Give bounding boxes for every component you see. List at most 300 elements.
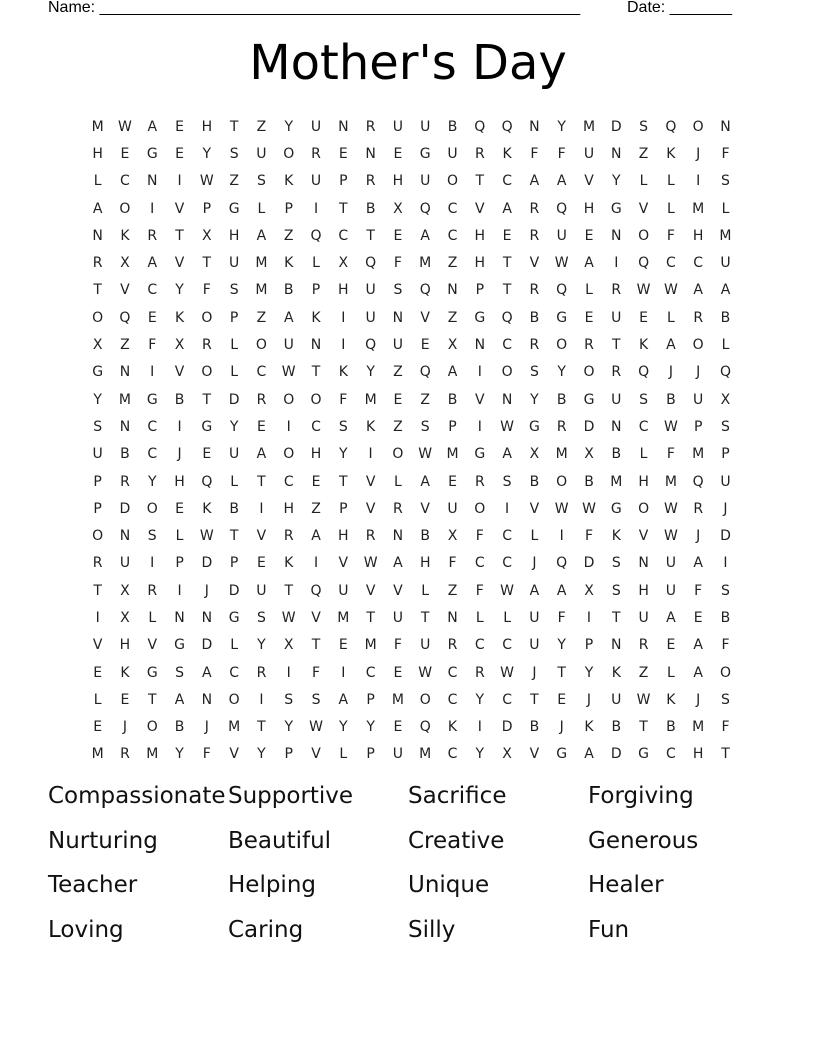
grid-letter: N <box>392 528 404 545</box>
grid-letter: A <box>502 446 512 463</box>
grid-letter: V <box>174 200 185 217</box>
grid-letter: T <box>339 473 348 490</box>
grid-letter: C <box>365 664 376 681</box>
grid-letter: M <box>118 391 131 408</box>
grid-letter: E <box>120 145 130 162</box>
grid-letter: A <box>584 746 594 763</box>
grid-letter: B <box>447 391 458 408</box>
grid-letter: O <box>556 337 568 354</box>
grid-letter: S <box>721 691 730 708</box>
grid-letter: R <box>447 637 458 654</box>
grid-letter: O <box>419 691 431 708</box>
word-list <box>48 778 768 956</box>
grid-letter: B <box>420 528 431 545</box>
grid-letter: K <box>284 173 294 190</box>
grid-letter: H <box>692 227 704 244</box>
grid-letter: O <box>146 500 158 517</box>
grid-letter: W <box>663 418 678 435</box>
grid-letter: N <box>119 418 131 435</box>
grid-letter: W <box>281 609 296 626</box>
grid-letter: V <box>311 609 321 626</box>
grid-letter: T <box>311 637 321 654</box>
grid-letter: Z <box>256 309 267 326</box>
grid-letter: T <box>612 609 621 626</box>
grid-letter: C <box>147 446 158 463</box>
grid-letter: V <box>92 637 103 654</box>
word-list-item: Sacrifice <box>408 783 507 809</box>
grid-letter: L <box>503 609 511 626</box>
grid-letter: K <box>366 418 376 435</box>
grid-letter: O <box>583 364 595 381</box>
grid-letter: X <box>92 337 103 354</box>
grid-letter: H <box>583 200 595 217</box>
grid-letter: K <box>447 719 458 736</box>
grid-letter: A <box>693 282 703 299</box>
grid-letter: V <box>256 528 267 545</box>
grid-letter: L <box>230 337 239 354</box>
grid-letter: V <box>365 473 376 490</box>
grid-letter: R <box>365 173 376 190</box>
grid-letter: C <box>638 418 649 435</box>
grid-letter: R <box>693 309 704 326</box>
grid-letter: K <box>666 145 676 162</box>
grid-letter: T <box>721 746 730 763</box>
grid-letter: F <box>721 719 730 736</box>
grid-letter: Z <box>311 500 321 517</box>
grid-letter: B <box>666 391 676 408</box>
grid-letter: E <box>584 227 594 244</box>
grid-letter: X <box>447 528 458 545</box>
grid-letter: S <box>502 473 512 490</box>
grid-letter: K <box>311 309 321 326</box>
grid-letter: N <box>611 418 622 435</box>
grid-letter: M <box>364 637 377 654</box>
grid-letter: U <box>310 173 322 190</box>
word-list-item: Creative <box>408 827 505 854</box>
grid-letter: V <box>420 309 430 326</box>
grid-letter: O <box>310 391 322 408</box>
grid-letter: O <box>501 364 513 381</box>
grid-letter: M <box>146 746 159 763</box>
grid-letter: H <box>174 473 185 490</box>
grid-letter: U <box>447 145 458 162</box>
grid-letter: Z <box>229 173 239 190</box>
grid-letter: H <box>638 473 649 490</box>
grid-letter: X <box>174 337 185 354</box>
grid-letter: X <box>393 200 403 217</box>
grid-letter: U <box>229 255 240 272</box>
grid-letter: H <box>201 118 213 135</box>
grid-letter: A <box>393 555 403 572</box>
grid-letter: N <box>447 282 458 299</box>
grid-letter: B <box>229 500 239 517</box>
grid-letter: U <box>720 255 731 272</box>
grid-letter: X <box>447 337 458 354</box>
grid-letter: T <box>420 609 430 626</box>
grid-letter: G <box>610 200 622 217</box>
grid-letter: C <box>474 555 485 572</box>
grid-letter: O <box>119 200 131 217</box>
grid-letter: Z <box>393 418 403 435</box>
grid-letter: H <box>338 282 349 299</box>
grid-letter: C <box>474 637 485 654</box>
grid-letter: A <box>556 173 567 190</box>
grid-letter: D <box>583 418 595 435</box>
grid-letter: Z <box>283 227 294 244</box>
grid-letter: Z <box>447 582 458 599</box>
grid-letter: U <box>665 582 676 599</box>
grid-letter: J <box>177 446 182 463</box>
grid-letter: W <box>500 418 515 435</box>
grid-letter: T <box>93 282 102 299</box>
grid-letter: G <box>583 391 595 408</box>
grid-letter: L <box>394 473 402 490</box>
grid-letter: T <box>612 337 621 354</box>
grid-letter: G <box>528 418 540 435</box>
grid-letter: Z <box>256 118 267 135</box>
grid-letter: L <box>666 200 675 217</box>
grid-letter: I <box>559 528 564 545</box>
grid-letter: O <box>283 391 295 408</box>
grid-letter: W <box>281 364 296 381</box>
grid-letter: L <box>666 664 675 681</box>
word-list-item: Forgiving <box>588 783 694 809</box>
grid-letter: U <box>392 337 404 354</box>
grid-letter: T <box>339 200 348 217</box>
grid-letter: W <box>554 255 569 272</box>
grid-letter: G <box>610 500 622 517</box>
grid-letter: W <box>199 173 214 190</box>
grid-letter: S <box>147 528 157 545</box>
grid-letter: J <box>586 691 592 708</box>
grid-letter: I <box>696 173 701 190</box>
grid-letter: F <box>393 637 402 654</box>
grid-letter: R <box>584 337 594 354</box>
grid-letter: A <box>174 691 185 708</box>
grid-letter: F <box>311 664 321 681</box>
grid-letter: L <box>93 691 102 708</box>
grid-letter: J <box>696 145 701 162</box>
grid-letter: O <box>719 664 731 681</box>
grid-letter: C <box>447 746 458 763</box>
grid-letter: A <box>529 173 540 190</box>
grid-letter: V <box>420 500 430 517</box>
grid-letter: V <box>475 391 485 408</box>
grid-letter: G <box>146 391 158 408</box>
grid-letter: G <box>638 746 650 763</box>
grid-letter: E <box>420 337 430 354</box>
grid-letter: P <box>175 555 184 572</box>
grid-letter: L <box>175 528 184 545</box>
grid-letter: J <box>696 528 701 545</box>
grid-letter: O <box>474 500 486 517</box>
grid-letter: N <box>365 145 376 162</box>
word-list-item: Compassionate <box>48 783 226 809</box>
grid-letter: E <box>393 227 403 244</box>
grid-letter: R <box>92 255 103 272</box>
grid-letter: E <box>202 446 212 463</box>
grid-letter: D <box>610 118 622 135</box>
grid-letter: O <box>638 500 650 517</box>
grid-letter: I <box>259 691 264 708</box>
grid-letter: A <box>420 473 430 490</box>
grid-letter: A <box>447 364 458 381</box>
grid-letter: C <box>502 337 512 354</box>
grid-letter: J <box>204 719 209 736</box>
grid-letter: P <box>229 555 239 572</box>
grid-letter: Y <box>366 364 375 381</box>
grid-letter: N <box>201 691 213 708</box>
grid-letter: Y <box>475 691 485 708</box>
grid-letter: R <box>611 364 622 381</box>
grid-letter: T <box>202 391 212 408</box>
grid-letter: V <box>365 582 376 599</box>
grid-letter: B <box>174 391 185 408</box>
grid-letter: I <box>286 418 291 435</box>
grid-letter: M <box>582 118 596 135</box>
grid-letter: A <box>283 309 294 326</box>
grid-letter: R <box>256 391 267 408</box>
grid-letter: E <box>175 145 184 162</box>
grid-letter: M <box>364 391 377 408</box>
grid-letter: N <box>611 145 622 162</box>
grid-letter: R <box>120 746 130 763</box>
grid-letter: G <box>474 446 486 463</box>
grid-letter: M <box>555 446 568 463</box>
grid-letter: Z <box>447 309 458 326</box>
grid-letter: C <box>147 282 158 299</box>
grid-letter: Y <box>557 637 566 654</box>
grid-letter: M <box>610 473 623 490</box>
grid-letter: L <box>230 364 239 381</box>
grid-letter: D <box>201 637 213 654</box>
grid-letter: Q <box>119 309 131 326</box>
grid-letter: F <box>666 227 675 244</box>
grid-letter: A <box>502 200 512 217</box>
grid-letter: U <box>420 118 431 135</box>
word-list-item: Loving <box>48 916 124 943</box>
grid-letter: E <box>448 473 457 490</box>
grid-letter: B <box>720 609 731 626</box>
grid-letter: U <box>720 473 731 490</box>
grid-letter: L <box>721 200 730 217</box>
grid-letter: N <box>474 337 486 354</box>
grid-letter: U <box>447 500 458 517</box>
grid-letter: F <box>339 391 348 408</box>
grid-letter: Y <box>257 637 266 654</box>
grid-letter: K <box>502 145 512 162</box>
grid-letter: F <box>666 446 675 463</box>
grid-letter: A <box>693 664 703 681</box>
grid-letter: I <box>150 200 155 217</box>
grid-letter: Z <box>393 364 403 381</box>
grid-letter: F <box>557 609 566 626</box>
word-list-item: Teacher <box>48 872 138 898</box>
grid-letter: K <box>284 555 294 572</box>
grid-letter: T <box>257 473 266 490</box>
grid-letter: S <box>175 664 184 681</box>
grid-letter: A <box>666 337 676 354</box>
word-search-grid <box>84 113 739 768</box>
grid-letter: W <box>418 664 433 681</box>
grid-letter: U <box>365 309 376 326</box>
grid-letter: C <box>502 528 512 545</box>
grid-letter: Y <box>175 746 184 763</box>
grid-letter: L <box>93 173 102 190</box>
grid-letter: Q <box>419 200 431 217</box>
grid-letter: F <box>202 282 211 299</box>
grid-letter: I <box>150 555 155 572</box>
grid-letter: U <box>693 391 704 408</box>
grid-letter: S <box>311 691 321 708</box>
grid-letter: P <box>93 500 102 517</box>
grid-letter: R <box>365 528 376 545</box>
grid-letter: M <box>692 719 705 736</box>
grid-letter: J <box>723 500 728 517</box>
word-list-item: Silly <box>408 916 456 943</box>
grid-letter: F <box>202 746 211 763</box>
grid-letter: H <box>419 555 431 572</box>
grid-letter: F <box>584 528 594 545</box>
grid-letter: P <box>311 282 321 299</box>
grid-letter: O <box>92 309 104 326</box>
grid-letter: H <box>392 173 404 190</box>
grid-letter: E <box>338 145 348 162</box>
grid-letter: B <box>120 446 130 463</box>
grid-letter: B <box>556 391 567 408</box>
grid-letter: P <box>229 309 239 326</box>
grid-letter: E <box>393 664 403 681</box>
grid-letter: D <box>501 719 513 736</box>
grid-letter: E <box>175 118 184 135</box>
grid-letter: Q <box>719 364 731 381</box>
grid-letter: U <box>583 145 595 162</box>
grid-letter: U <box>365 282 376 299</box>
grid-letter: B <box>529 473 540 490</box>
grid-letter: Y <box>93 391 102 408</box>
grid-letter: H <box>92 145 103 162</box>
grid-letter: V <box>147 637 158 654</box>
grid-letter: O <box>283 145 295 162</box>
grid-letter: Q <box>692 473 704 490</box>
grid-letter: N <box>501 391 513 408</box>
grid-letter: A <box>529 582 540 599</box>
grid-letter: I <box>614 255 619 272</box>
grid-letter: T <box>284 582 293 599</box>
grid-letter: V <box>529 746 540 763</box>
grid-letter: J <box>532 555 537 572</box>
grid-letter: B <box>529 309 540 326</box>
grid-letter: X <box>720 391 731 408</box>
grid-letter: K <box>338 364 348 381</box>
grid-letter: N <box>392 309 404 326</box>
grid-letter: U <box>638 609 649 626</box>
grid-letter: V <box>529 500 540 517</box>
grid-letter: G <box>146 145 158 162</box>
grid-letter: S <box>256 609 266 626</box>
grid-letter: Q <box>419 282 431 299</box>
grid-letter: K <box>611 664 621 681</box>
grid-letter: G <box>174 637 185 654</box>
grid-letter: H <box>310 446 322 463</box>
grid-letter: S <box>721 582 730 599</box>
grid-letter: C <box>229 664 240 681</box>
grid-letter: Q <box>310 227 322 244</box>
grid-letter: O <box>92 528 104 545</box>
grid-letter: L <box>475 609 484 626</box>
grid-letter: V <box>338 555 349 572</box>
grid-letter: E <box>311 473 321 490</box>
grid-letter: R <box>529 337 540 354</box>
grid-letter: E <box>257 418 266 435</box>
grid-letter: E <box>584 309 594 326</box>
grid-letter: H <box>283 500 294 517</box>
grid-letter: A <box>556 582 567 599</box>
grid-letter: F <box>148 337 157 354</box>
grid-letter: C <box>665 255 676 272</box>
grid-letter: E <box>393 145 403 162</box>
grid-letter: I <box>286 664 291 681</box>
grid-letter: C <box>338 227 349 244</box>
grid-letter: N <box>529 118 540 135</box>
grid-letter: W <box>663 282 678 299</box>
grid-letter: G <box>201 418 213 435</box>
grid-letter: K <box>611 528 621 545</box>
grid-letter: V <box>174 255 185 272</box>
grid-letter: O <box>692 118 704 135</box>
grid-letter: P <box>339 500 348 517</box>
grid-letter: J <box>559 719 564 736</box>
grid-letter: X <box>120 582 130 599</box>
grid-letter: U <box>611 391 622 408</box>
grid-letter: A <box>256 227 267 244</box>
grid-letter: P <box>366 746 375 763</box>
grid-letter: X <box>283 637 294 654</box>
grid-letter: H <box>338 528 349 545</box>
grid-letter: U <box>119 555 131 572</box>
grid-letter: W <box>309 719 323 736</box>
grid-letter: B <box>283 282 294 299</box>
grid-letter: S <box>256 173 266 190</box>
grid-letter: G <box>92 364 104 381</box>
grid-letter: W <box>418 446 433 463</box>
grid-letter: X <box>529 446 540 463</box>
grid-letter: U <box>310 118 322 135</box>
grid-letter: I <box>477 719 482 736</box>
grid-letter: Z <box>447 255 458 272</box>
grid-letter: T <box>311 364 321 381</box>
grid-letter: P <box>93 473 102 490</box>
grid-letter: F <box>721 637 730 654</box>
grid-letter: C <box>665 746 676 763</box>
grid-letter: D <box>119 500 131 517</box>
grid-letter: G <box>419 145 431 162</box>
grid-letter: I <box>368 446 373 463</box>
grid-letter: T <box>557 664 566 681</box>
grid-letter: L <box>339 746 348 763</box>
grid-letter: R <box>474 664 485 681</box>
grid-letter: S <box>721 418 730 435</box>
grid-letter: I <box>723 555 728 572</box>
grid-letter: S <box>338 418 348 435</box>
grid-letter: V <box>120 282 130 299</box>
grid-letter: Y <box>339 719 348 736</box>
grid-letter: D <box>201 555 213 572</box>
grid-letter: C <box>693 255 704 272</box>
grid-letter: P <box>693 418 703 435</box>
grid-letter: B <box>611 446 622 463</box>
grid-letter: K <box>120 664 130 681</box>
